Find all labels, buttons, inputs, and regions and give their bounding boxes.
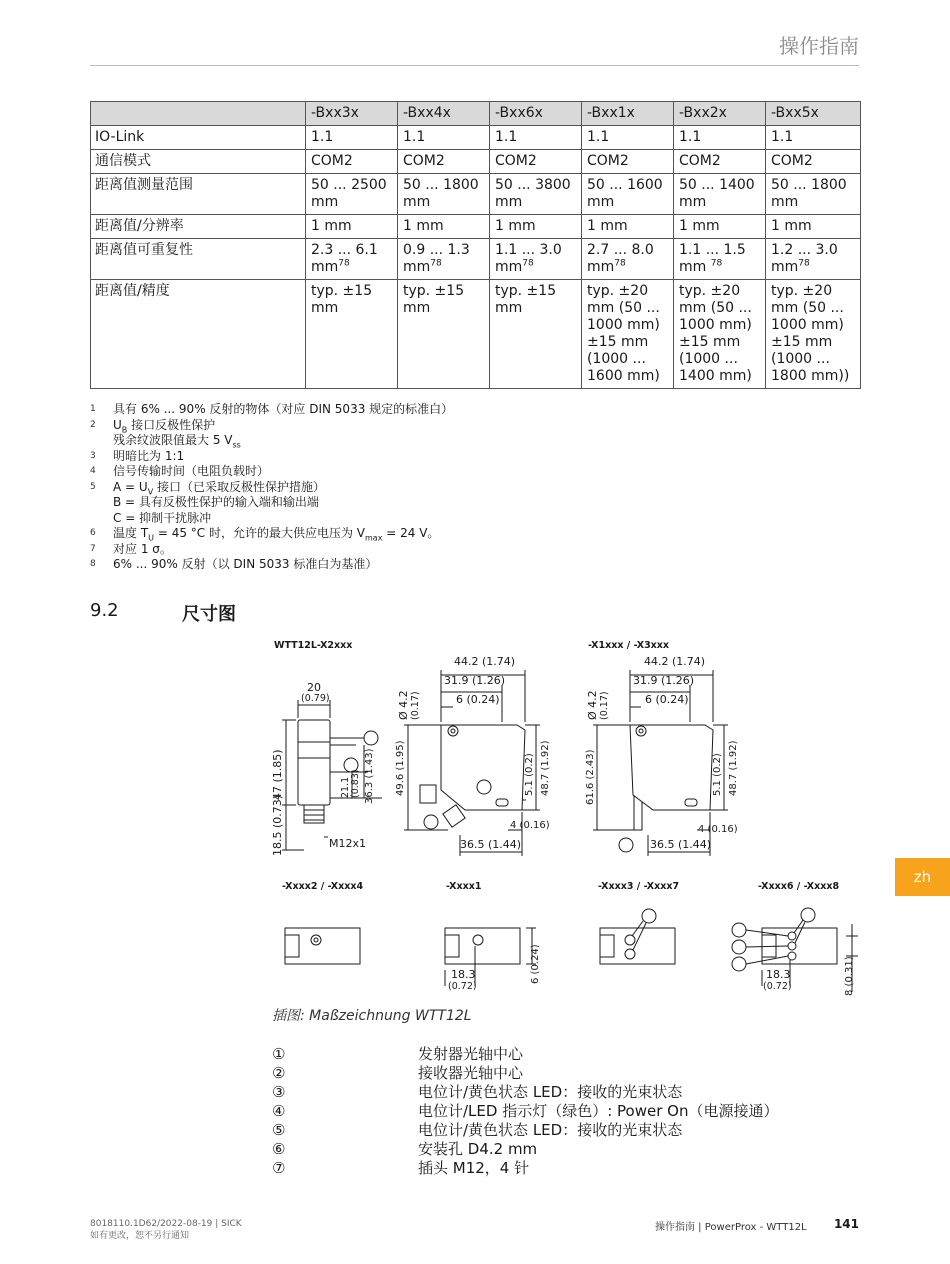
dim-label: 5.1 (0.2)	[712, 753, 723, 796]
dim-label: 20	[307, 681, 321, 694]
callout-9	[642, 909, 656, 923]
table-header-cell: -Bxx4x	[398, 102, 490, 126]
footer-doc-id: 8018110.1D62/2022-08-19 | SICK	[90, 1219, 242, 1229]
table-cell: COM2	[674, 150, 766, 174]
callout-4	[732, 940, 746, 954]
dim-label: (0.79)	[301, 693, 330, 704]
table-cell: 1.1	[766, 126, 861, 150]
dim-label: 36.5 (1.44)	[460, 838, 522, 851]
dim-label: 6 (0.24)	[456, 693, 500, 706]
table-row	[91, 126, 861, 150]
callout-5	[732, 957, 746, 971]
legend-item: ④ 电位计/LED 指示灯（绿色）: Power On（电源接通）	[272, 1102, 779, 1120]
table-cell: 50 ... 1800 mm	[398, 174, 490, 215]
footnote: C = 抑制干扰脉冲	[113, 510, 212, 525]
table-cell: COM2	[398, 150, 490, 174]
dim-label: 44.2 (1.74)	[454, 655, 516, 668]
view-label: -Xxxx1	[446, 881, 482, 892]
spec-table	[90, 101, 861, 389]
dim-label: 47 (1.85)	[271, 749, 284, 800]
header-rule	[90, 65, 859, 66]
dim-label: 18.3	[451, 968, 476, 981]
table-row	[91, 215, 861, 239]
dim-label: 31.9 (1.26)	[444, 674, 506, 687]
table-cell: typ. ±20 mm (50 ... 1000 mm) ±15 mm (1000 ... 1800 mm))	[766, 280, 861, 389]
table-cell: 1 mm	[766, 215, 861, 239]
dim-label: (0.17)	[599, 691, 610, 720]
dim-label: 6 (0.24)	[645, 693, 689, 706]
table-row	[91, 239, 861, 280]
row-label: 通信模式	[91, 150, 306, 174]
sensor-side-body	[441, 725, 525, 810]
table-cell: 50 ... 3800 mm	[490, 174, 582, 215]
table-cell: 2.3 ... 6.1 $mm^{78}$	[306, 239, 398, 280]
callout-1	[364, 731, 378, 745]
table-header-cell: -Bxx5x	[766, 102, 861, 126]
header-title: 操作指南	[779, 34, 859, 58]
dim-label: (0.72)	[763, 981, 792, 992]
table-cell: 0.9 ... 1.3 $mm^{78}$	[398, 239, 490, 280]
row-label: 距离值测量范围	[91, 174, 306, 215]
table-cell: 1 mm	[674, 215, 766, 239]
table-header-cell: -Bxx6x	[490, 102, 582, 126]
table-header-cell	[91, 102, 306, 126]
row-label: 距离值可重复性	[91, 239, 306, 280]
footnote: 5 $A = U_V$ 接口（已采取反极性保护措施）	[90, 479, 325, 496]
callout-7b	[619, 838, 633, 852]
row-label: 距离值/精度	[91, 280, 306, 389]
dim-label: 18.3	[766, 968, 791, 981]
row-label: IO-Link	[91, 126, 306, 150]
language-tab[interactable]: zh	[895, 858, 950, 896]
footer-doc-info	[90, 1218, 242, 1242]
variant-b-body	[445, 928, 520, 964]
variant-a-body	[285, 928, 360, 964]
legend-item: ⑤ 电位计/黄色状态 LED：接收的光束状态	[272, 1121, 683, 1139]
dim-label: 18.5 (0.73)	[271, 794, 284, 856]
footer-title: 操作指南 | PowerProx - WTT12L	[655, 1222, 807, 1233]
callout-6	[477, 780, 491, 794]
legend-item: ② 接收器光轴中心	[272, 1064, 524, 1082]
footnote: 6 温度 $T_U = 45$ °C 时，允许的最大供应电压为 $V_{max} = 24$ V。	[90, 526, 440, 543]
table-cell: 1.1	[582, 126, 674, 150]
footnotes	[90, 402, 453, 573]
table-cell: 50 ... 2500 mm	[306, 174, 398, 215]
dim-label: 5.1 (0.2)	[524, 753, 535, 796]
table-cell: 1 mm	[398, 215, 490, 239]
figure-caption: 插图: Maßzeichnung WTT12L	[272, 1008, 472, 1024]
dim-label: Ø 4.2	[397, 690, 410, 720]
table-cell: 1 mm	[306, 215, 398, 239]
table-cell: 50 ... 1400 mm	[674, 174, 766, 215]
table-cell: 1 mm	[582, 215, 674, 239]
section-title: 尺寸图	[182, 604, 236, 625]
table-cell: 2.7 ... 8.0 $mm^{78}$	[582, 239, 674, 280]
table-row	[91, 174, 861, 215]
footnote: 3 明暗比为 1:1	[90, 448, 185, 463]
dim-label: 48.7 (1.92)	[728, 740, 739, 796]
table-row	[91, 150, 861, 174]
table-row	[91, 280, 861, 389]
dim-label: Ø 4.2	[586, 690, 599, 720]
row-label: 距离值/分辨率	[91, 215, 306, 239]
dim-label: 61.6 (2.43)	[585, 749, 596, 805]
dim-label: 44.2 (1.74)	[644, 655, 706, 668]
footnote: 8 6% ... 90% 反射（以 DIN 5033 标准白为基准）	[90, 557, 378, 571]
footnote: 7 对应 1 σ。	[90, 541, 172, 556]
table-cell: typ. ±15 mm	[306, 280, 398, 389]
footnote: B = 具有反极性保护的输入端和输出端	[113, 495, 319, 509]
table-cell: 50 ... 1600 mm	[582, 174, 674, 215]
table-cell: typ. ±20 mm (50 ... 1000 mm) ±15 mm (1000 ... 1400 mm)	[674, 280, 766, 389]
dim-label: (0.72)	[448, 981, 477, 992]
callout-7	[424, 815, 438, 829]
table-cell: COM2	[306, 150, 398, 174]
table-header-cell: -Bxx3x	[306, 102, 398, 126]
table-cell: 1.1	[490, 126, 582, 150]
dim-label: 4 (0.16)	[698, 824, 738, 835]
section-number: 9.2	[90, 600, 119, 621]
view-label: -Xxxx2 / -Xxxx4	[282, 881, 364, 892]
dim-label: 4 (0.16)	[510, 820, 550, 831]
dim-label: 48.7 (1.92)	[540, 740, 551, 796]
footnote: 4 信号传输时间（电阻负载时）	[90, 464, 270, 478]
legend-list	[272, 1045, 778, 1178]
footnote: 残余纹波限值最大 5 $V_{ss}$	[113, 433, 241, 450]
dim-label: 49.6 (1.95)	[395, 740, 406, 796]
dim-label: (0.83)	[350, 769, 361, 798]
page-number: 141	[833, 1217, 859, 1231]
legend-item: ① 发射器光轴中心	[272, 1045, 524, 1063]
table-header-cell: -Bxx2x	[674, 102, 766, 126]
legend-item: ③ 电位计/黄色状态 LED：接收的光束状态	[272, 1083, 683, 1101]
table-cell: COM2	[766, 150, 861, 174]
callout-3	[732, 923, 746, 937]
legend-item: ⑦ 插头 M12，4 针	[272, 1159, 530, 1177]
table-header-cell: -Bxx1x	[582, 102, 674, 126]
dim-label: (0.17)	[410, 691, 421, 720]
variant-c-body	[600, 928, 675, 964]
dimension-drawing	[260, 630, 870, 1000]
dim-label: 36.3 (1.43)	[364, 748, 375, 804]
dim-label: 8 (0.31)	[844, 956, 855, 996]
dim-label: 6 (0.24)	[530, 944, 541, 984]
table-cell: 1.1	[398, 126, 490, 150]
dim-label: M12x1	[329, 837, 366, 850]
table-cell: 1.1 ... 1.5 mm $^{78}$	[674, 239, 766, 280]
callout-8	[801, 908, 815, 922]
dim-label: 31.9 (1.26)	[633, 674, 695, 687]
footer-notice: 如有更改，恕不另行通知	[90, 1231, 190, 1241]
table-cell: COM2	[582, 150, 674, 174]
table-cell: 1 mm	[490, 215, 582, 239]
view-label: -Xxxx6 / -Xxxx8	[758, 881, 840, 892]
sensor-side-body-2	[630, 725, 713, 810]
view-label: -Xxxx3 / -Xxxx7	[598, 881, 680, 892]
view-label: WTT12L-X2xxx	[274, 640, 353, 651]
table-header-row	[91, 102, 861, 126]
dim-label: 36.5 (1.44)	[650, 838, 712, 851]
table-cell: 1.1 ... 3.0 $mm^{78}$	[490, 239, 582, 280]
sensor-front-body	[298, 720, 330, 805]
table-cell: 50 ... 1800 mm	[766, 174, 861, 215]
table-cell: 1.2 ... 3.0 $mm^{78}$	[766, 239, 861, 280]
view-label: -X1xxx / -X3xxx	[588, 640, 670, 651]
table-cell: 1.1	[674, 126, 766, 150]
dim-label: 21.1	[340, 776, 351, 798]
footnote: 2 $U_B$ 接口反极性保护	[90, 417, 216, 434]
table-cell: typ. ±15 mm	[490, 280, 582, 389]
table-cell: COM2	[490, 150, 582, 174]
legend-item: ⑥ 安装孔 D4.2 mm	[272, 1140, 538, 1158]
table-cell: typ. ±20 mm (50 ... 1000 mm) ±15 mm (1000 ... 1600 mm)	[582, 280, 674, 389]
footnote: 1 具有 6% ... 90% 反射的物体（对应 DIN 5033 规定的标准白）	[90, 402, 454, 416]
table-cell: typ. ±15 mm	[398, 280, 490, 389]
table-cell: 1.1	[306, 126, 398, 150]
